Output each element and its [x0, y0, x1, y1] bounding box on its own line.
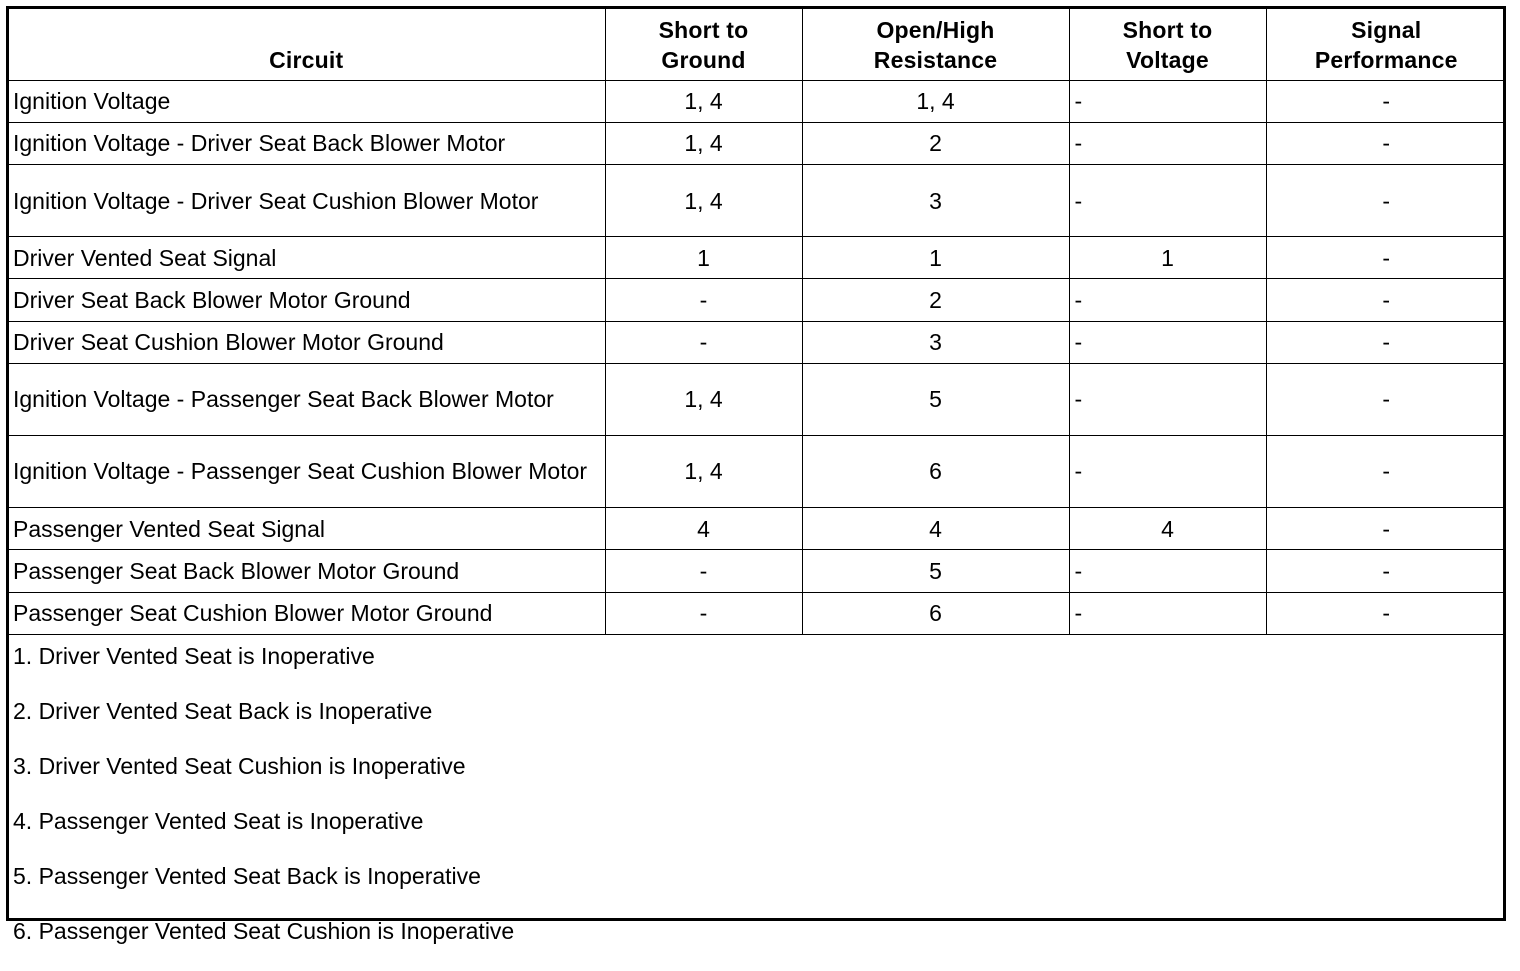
short-to-ground-cell: 1 [605, 237, 802, 279]
signal-performance-cell: - [1266, 237, 1506, 279]
table-row [8, 435, 1506, 507]
open-high-resistance-cell: 6 [802, 592, 1069, 634]
open-high-resistance-cell: 5 [802, 550, 1069, 592]
header-line: Ground [661, 46, 746, 73]
short-to-voltage-cell: - [1069, 592, 1266, 634]
signal-performance-cell: - [1266, 550, 1506, 592]
table-row [8, 80, 1506, 122]
note-item: 5. Passenger Vented Seat Back is Inoperative [13, 862, 481, 889]
header-line: Voltage [1126, 46, 1209, 73]
header-line: Open/High [876, 16, 995, 43]
note-item: 6. Passenger Vented Seat Cushion is Inoperative [13, 917, 515, 944]
header-line: Short to [1122, 16, 1213, 43]
circuit-cell: Passenger Seat Cushion Blower Motor Ground [8, 592, 605, 634]
signal-performance-cell: - [1266, 165, 1506, 237]
signal-performance-cell: - [1266, 122, 1506, 164]
circuit-cell: Driver Seat Back Blower Motor Ground [8, 279, 605, 321]
short-to-ground-column-header [605, 8, 802, 80]
table-row [8, 550, 1506, 592]
short-to-voltage-cell: - [1069, 122, 1266, 164]
circuit-cell: Driver Seat Cushion Blower Motor Ground [8, 321, 605, 363]
short-to-ground-cell: - [605, 279, 802, 321]
short-to-voltage-cell: - [1069, 550, 1266, 592]
table-body [8, 80, 1506, 634]
open-high-resistance-cell: 5 [802, 363, 1069, 435]
table-row [8, 165, 1506, 237]
circuit-cell: Ignition Voltage [8, 80, 605, 122]
circuit-cell: Passenger Vented Seat Signal [8, 507, 605, 549]
short-to-ground-cell: - [605, 550, 802, 592]
table-row [8, 592, 1506, 634]
short-to-voltage-cell: 4 [1069, 507, 1266, 549]
circuit-fault-table [8, 8, 1506, 635]
short-to-voltage-cell: - [1069, 279, 1266, 321]
short-to-ground-cell: 1, 4 [605, 363, 802, 435]
short-to-voltage-column-header [1069, 8, 1266, 80]
circuit-table-frame [6, 6, 1506, 944]
signal-performance-cell: - [1266, 363, 1506, 435]
table-row [8, 122, 1506, 164]
open-high-resistance-column-header [802, 8, 1069, 80]
header-line: Signal [1351, 16, 1422, 43]
open-high-resistance-cell: 3 [802, 321, 1069, 363]
header-line: Performance [1314, 46, 1458, 73]
open-high-resistance-cell: 6 [802, 435, 1069, 507]
signal-performance-cell: - [1266, 592, 1506, 634]
short-to-ground-cell: 1, 4 [605, 122, 802, 164]
signal-performance-cell: - [1266, 279, 1506, 321]
short-to-ground-cell: 4 [605, 507, 802, 549]
open-high-resistance-cell: 1, 4 [802, 80, 1069, 122]
circuit-cell: Passenger Seat Back Blower Motor Ground [8, 550, 605, 592]
signal-performance-cell: - [1266, 435, 1506, 507]
signal-performance-cell: - [1266, 507, 1506, 549]
short-to-voltage-cell: 1 [1069, 237, 1266, 279]
open-high-resistance-cell: 3 [802, 165, 1069, 237]
open-high-resistance-cell: 2 [802, 122, 1069, 164]
circuit-cell: Ignition Voltage - Passenger Seat Back Blower Motor [8, 363, 605, 435]
circuit-column-header [8, 8, 605, 80]
note-item: 3. Driver Vented Seat Cushion is Inoperative [13, 752, 466, 779]
note-item: 2. Driver Vented Seat Back is Inoperative [13, 697, 433, 724]
note-item: 1. Driver Vented Seat is Inoperative [13, 642, 375, 669]
notes-list [9, 635, 1503, 971]
header-line: Resistance [873, 46, 998, 73]
header-line: Circuit [269, 46, 344, 73]
open-high-resistance-cell: 1 [802, 237, 1069, 279]
signal-performance-column-header [1266, 8, 1506, 80]
table-header-row [8, 8, 1506, 80]
header-line: Short to [658, 16, 749, 43]
circuit-cell: Ignition Voltage - Driver Seat Back Blower Motor [8, 122, 605, 164]
short-to-voltage-cell: - [1069, 435, 1266, 507]
short-to-ground-cell: 1, 4 [605, 435, 802, 507]
signal-performance-cell: - [1266, 80, 1506, 122]
short-to-voltage-cell: - [1069, 363, 1266, 435]
short-to-ground-cell: 1, 4 [605, 80, 802, 122]
table-row [8, 363, 1506, 435]
open-high-resistance-cell: 4 [802, 507, 1069, 549]
table-row [8, 237, 1506, 279]
short-to-voltage-cell: - [1069, 321, 1266, 363]
note-item: 4. Passenger Vented Seat is Inoperative [13, 807, 424, 834]
short-to-voltage-cell: - [1069, 80, 1266, 122]
table-row [8, 279, 1506, 321]
circuit-cell: Driver Vented Seat Signal [8, 237, 605, 279]
short-to-ground-cell: - [605, 321, 802, 363]
circuit-cell: Ignition Voltage - Driver Seat Cushion Blower Motor [8, 165, 605, 237]
short-to-ground-cell: 1, 4 [605, 165, 802, 237]
table-row [8, 321, 1506, 363]
short-to-voltage-cell: - [1069, 165, 1266, 237]
short-to-ground-cell: - [605, 592, 802, 634]
signal-performance-cell: - [1266, 321, 1506, 363]
table-row [8, 507, 1506, 549]
open-high-resistance-cell: 2 [802, 279, 1069, 321]
circuit-cell: Ignition Voltage - Passenger Seat Cushion Blower Motor [8, 435, 605, 507]
